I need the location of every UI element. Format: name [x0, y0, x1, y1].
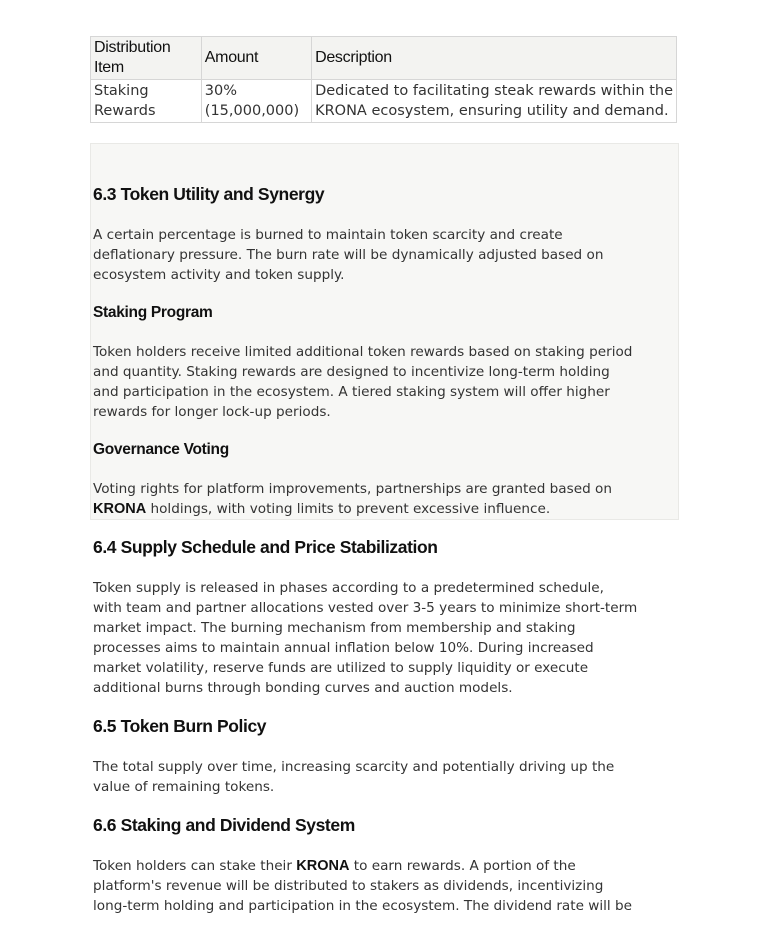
cell-line: KRONA ecosystem, ensuring utility and demand.	[315, 103, 669, 119]
cell-description	[312, 80, 677, 123]
staking-program-text	[93, 342, 683, 422]
cell-line: (15,000,000)	[204, 103, 300, 119]
text-line: Token supply is released in phases according to a predetermined schedule,	[93, 580, 604, 596]
text-line: additional burns through bonding curves and auction models.	[93, 680, 513, 696]
text-line: with team and partner allocations vested over 3-5 years to minimize short-term	[93, 600, 638, 616]
text-line: long-term holding and participation in the ecosystem. The dividend rate will be	[93, 898, 633, 914]
section-6-5-text	[93, 757, 683, 797]
brand-name: KRONA	[93, 501, 147, 517]
cell-line: Rewards	[94, 103, 156, 119]
text-line: rewards for longer lock-up periods.	[93, 404, 331, 420]
brand-name: KRONA	[296, 858, 350, 874]
header-line: Amount	[204, 49, 259, 66]
section-6-4-text	[93, 578, 683, 698]
text-line: and participation in the ecosystem. A tiered staking system will offer higher	[93, 384, 610, 400]
subheading-staking-program: Staking Program	[93, 304, 213, 321]
text-line: market volatility, reserve funds are utilized to supply liquidity or execute	[93, 660, 589, 676]
text-line: value of remaining tokens.	[93, 779, 275, 795]
cell-line: Staking	[94, 83, 149, 99]
text-line: market impact. The burning mechanism from membership and staking	[93, 620, 576, 636]
text-line: A certain percentage is burned to maintain token scarcity and create	[93, 227, 563, 243]
cell-line: 30%	[204, 83, 238, 99]
text-fragment: to earn rewards. A portion of the	[349, 858, 576, 874]
header-line: Description	[315, 49, 392, 66]
header-line: Distribution	[94, 39, 171, 56]
text-fragment: Token holders can stake their	[93, 858, 297, 874]
table-row	[91, 80, 677, 123]
text-line: Voting rights for platform improvements, partnerships are granted based on	[93, 481, 612, 497]
text-line: processes aims to maintain annual inflation below 10%. During increased	[93, 640, 594, 656]
distribution-table	[90, 36, 677, 123]
header-line: Item	[94, 59, 124, 76]
text-line	[93, 856, 683, 876]
text-fragment: holdings, with voting limits to prevent excessive influence.	[146, 501, 551, 517]
section-heading-6-6: 6.6 Staking and Dividend System	[93, 815, 355, 835]
section-heading-6-4: 6.4 Supply Schedule and Price Stabilization	[93, 537, 438, 557]
section-6-6-text	[93, 856, 683, 916]
header-description	[312, 37, 677, 80]
text-line: ecosystem activity and token supply.	[93, 267, 345, 283]
text-line: and quantity. Staking rewards are designed to incentivize long-term holding	[93, 364, 610, 380]
table-header-row	[91, 37, 677, 80]
text-line: platform's revenue will be distributed to stakers as dividends, incentivizing	[93, 878, 604, 894]
cell-item	[91, 80, 202, 123]
section-6-3-intro	[93, 225, 683, 285]
governance-voting-text	[93, 479, 683, 519]
header-amount	[201, 37, 311, 80]
cell-amount	[201, 80, 311, 123]
text-line	[93, 499, 683, 519]
text-line: The total supply over time, increasing scarcity and potentially driving up the	[93, 759, 615, 775]
section-heading-6-5: 6.5 Token Burn Policy	[93, 716, 267, 736]
text-line: Token holders receive limited additional token rewards based on staking period	[93, 344, 633, 360]
text-line: deflationary pressure. The burn rate will be dynamically adjusted based on	[93, 247, 604, 263]
subheading-governance-voting: Governance Voting	[93, 441, 229, 458]
header-distribution-item	[91, 37, 202, 80]
section-heading-6-3: 6.3 Token Utility and Synergy	[93, 184, 325, 204]
cell-line: Dedicated to facilitating steak rewards within the	[315, 83, 673, 99]
